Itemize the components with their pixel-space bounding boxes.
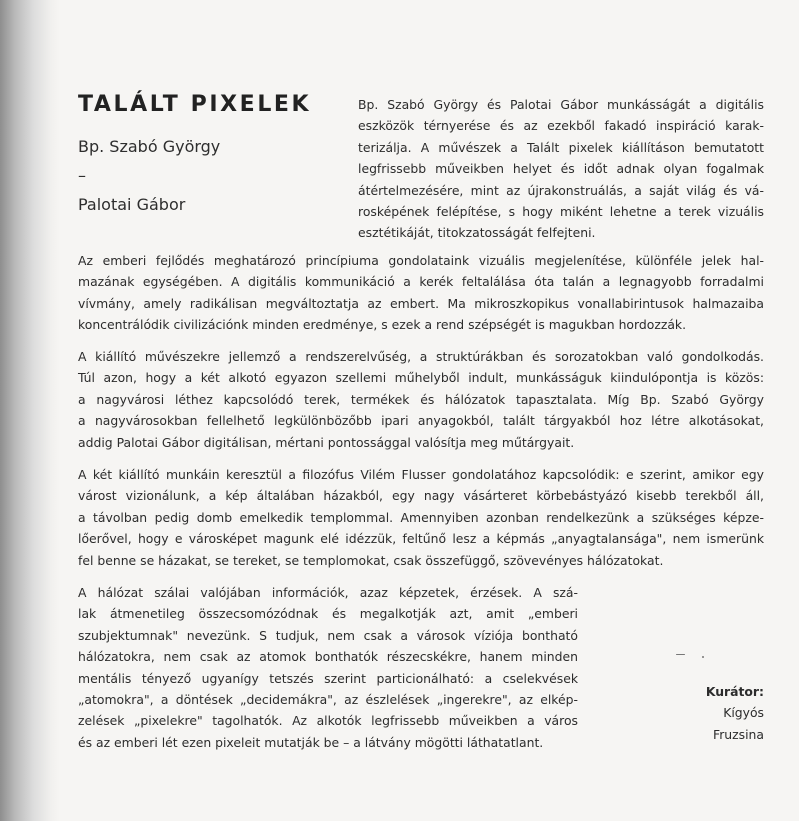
paragraph-line: koncentrálódik civilizációnk minden eredménye, s ezek a rend szépségét is magukban hordozzák. <box>78 317 687 333</box>
intro-line: átértelmezésére, mint az újrakonstruálás, a saját világ és vá- <box>358 182 764 198</box>
paragraph-line: mentális tényező ugyanígy tetszés szerint particionálható: a cselekvések <box>78 670 578 686</box>
paragraph-line: vívmány, amely radikálisan megváltoztatja az embert. Ma mikroszkopikus vonallabirintusok halmazaiba <box>78 295 764 311</box>
paper-speck <box>676 654 685 655</box>
paragraph-line: addig Palotai Gábor digitálisan, mértani pontossággal valósítja meg műtárgyait. <box>78 434 575 450</box>
artist-names <box>78 132 220 219</box>
book-spine-shadow <box>0 0 60 821</box>
paragraph-line: a távolban pedig domb emelkedik templommal. Amennyiben azonban rendelkezünk a szükséges képze- <box>78 509 764 525</box>
intro-line: rosképének felépítése, s hogy miként lehetne a terek vizuális <box>358 204 764 220</box>
paragraph-line: A kiállító művészekre jellemző a rendszerelvűség, a struktúrákban és sorozatokban való gondolkodás. <box>78 349 764 364</box>
curator-name: Fruzsina <box>712 726 764 742</box>
paragraph-line: szubjektumnak" nevezünk. S tudjuk, nem csak a városok víziója bontható <box>78 627 578 643</box>
paragraph-line: zelések „pixelekre" tagolhatók. Az alkotók legfrissebb műveikben a város <box>78 713 578 729</box>
curator-label: Kurátor: <box>705 684 764 699</box>
paper-speck <box>702 656 704 658</box>
paragraph-line: A két kiállító munkáin keresztül a filozófus Vilém Flusser gondolatához kapcsolódik: e szerint, amikor egy <box>78 467 764 482</box>
paragraph-line: fel benne se házakat, se tereket, se templomokat, csak összefüggő, szövevényes hálózatokat. <box>78 552 664 568</box>
curator-name: Kígyós <box>723 705 764 721</box>
artist-separator: – <box>78 166 86 185</box>
artist-name-first: Bp. Szabó György <box>78 137 221 156</box>
intro-line: esztétikáját, titokzatosságát felfejteni. <box>358 225 596 241</box>
curator-credit <box>706 681 764 745</box>
paragraph-line: és az emberi lét ezen pixeleit mutatják be – a látvány mögötti láthatatlant. <box>78 734 544 750</box>
paragraph-line: a nagyvárosokban fellelhető legkülönbözőbb ipari anyagokból, talált tárgyakból hoz létre alkotásokat, <box>78 413 764 429</box>
paragraph-line: Az emberi fejlődés meghatározó princípiuma gondolataink vizuális megjelenítése, különféle jelek hal- <box>78 253 764 268</box>
body-paragraph-4 <box>78 582 578 753</box>
intro-line: terizálja. A művészek a Talált pixelek kiállításon bemutatott <box>358 139 764 155</box>
body-paragraph-3 <box>78 464 764 571</box>
paragraph-line: várost vizionálunk, a kép általában házakból, egy nagy vásárteret körbebástyázó kisebb terekből áll, <box>78 488 764 504</box>
body-paragraph-2 <box>78 346 764 453</box>
paragraph-line: A hálózat szálai valójában információk, azaz képzetek, érzések. A szá- <box>78 585 578 600</box>
paragraph-line: mazának egységében. A digitális kommunikáció a kerék feltalálása óta talán a legnagyobb forradalmi <box>78 274 764 290</box>
intro-line: Bp. Szabó György és Palotai Gábor munkásságát a digitális <box>358 97 764 112</box>
paragraph-line: „atomokra", a döntések „decidemákra", az észlelések „ingerekre", az elkép- <box>78 692 578 708</box>
page-title: TALÁLT PIXELEK <box>78 92 312 117</box>
paragraph-line: lak átmenetileg összecsomózódnak és megalkotják azt, amit „emberi <box>78 606 578 622</box>
artist-name-second: Palotai Gábor <box>78 195 186 214</box>
intro-paragraph <box>358 94 764 244</box>
paragraph-line: hálózatokra, nem csak az atomok bonthatók részecskékre, hanem minden <box>78 649 578 665</box>
body-paragraph-1 <box>78 250 764 336</box>
paragraph-line: lőerővel, hogy e városképet magunk elé idézzük, feltűnő lesz a képmás „anyagtalansága", nem ismerünk <box>78 531 764 547</box>
paragraph-line: Túl azon, hogy a két alkotó egyazon szellemi műhelyből indult, munkásságuk kiindulópontja is közös: <box>78 370 764 386</box>
paragraph-line: a nagyvárosi léthez kapcsolódó terek, termékek és hálózatok tapasztalata. Míg Bp. Szabó György <box>78 391 764 407</box>
intro-line: eszközök térnyerése és az ezekből fakadó inspiráció karak- <box>358 118 764 134</box>
intro-line: legfrissebb műveikben helyet és időt adnak olyan fogalmak <box>358 161 764 177</box>
